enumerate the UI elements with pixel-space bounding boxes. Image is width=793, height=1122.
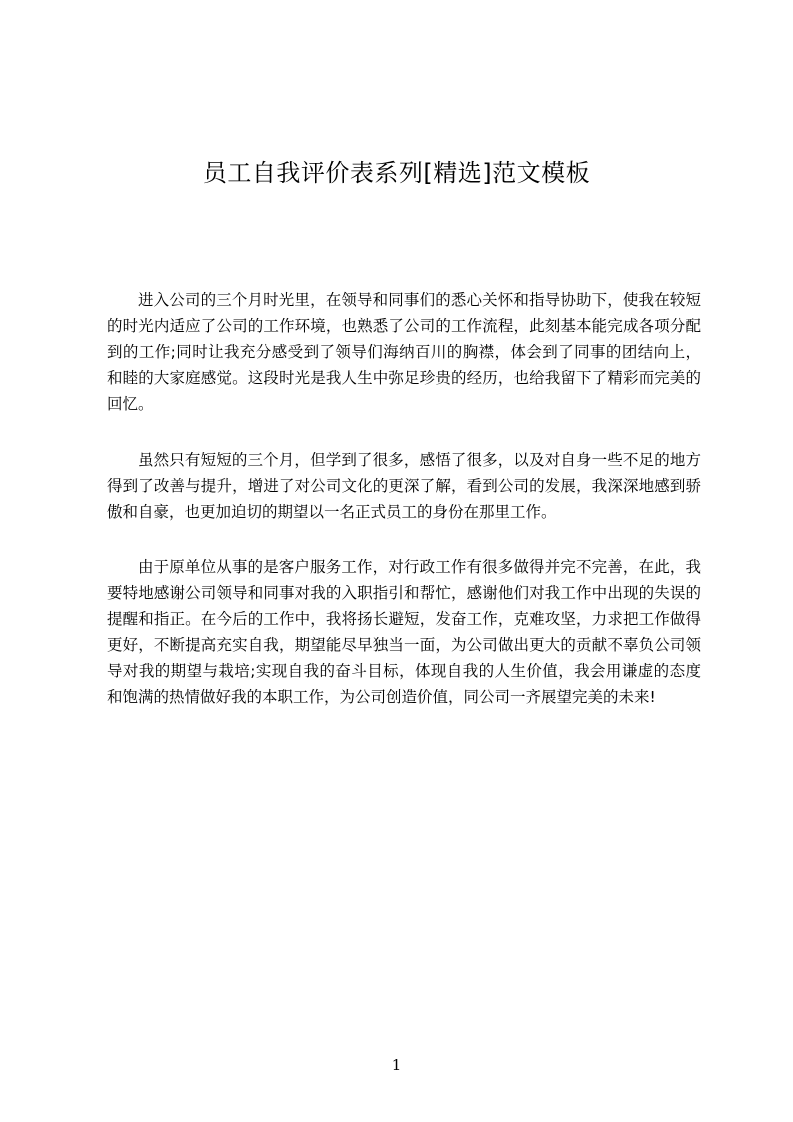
- page-number: 1: [391, 1056, 402, 1074]
- paragraph-3: 由于原单位从事的是客户服务工作，对行政工作有很多做得并完不完善，在此，我要特地感谢公司领导和同事对我的入职指引和帮忙，感谢他们对我工作中出现的失误的提醒和指正。在今后的工作中，我将扬长避短，发奋工作，克难攻坚，力求把工作做得更好，不断提高充实自我，期望能尽早独当一面，为公司做出更大的贡献不辜负公司领导对我的期望与栽培;实现自我的奋斗目标，体现自我的人生价值，我会用谦虚的态度和饱满的热情做好我的本职工作，为公司创造价值，同公司一齐展望完美的未来!: [107, 558, 701, 706]
- paragraph-1: 进入公司的三个月时光里，在领导和同事们的悉心关怀和指导协助下，使我在较短的时光内适应了公司的工作环境，也熟悉了公司的工作流程，此刻基本能完成各项分配到的工作;同时让我充分感受到了领导们海纳百川的胸襟，体会到了同事的团结向上，和睦的大家庭感觉。这段时光是我人生中弥足珍贵的经历，也给我留下了精彩而完美的回忆。: [107, 291, 701, 413]
- paragraph-2: 虽然只有短短的三个月，但学到了很多，感悟了很多，以及对自身一些不足的地方得到了改善与提升，增进了对公司文化的更深了解，看到公司的发展，我深深地感到骄傲和自豪，也更加迫切的期望以一名正式员工的身份在那里工作。: [107, 451, 701, 521]
- page-title: 员工自我评价表系列[精选]范文模板: [202, 159, 591, 188]
